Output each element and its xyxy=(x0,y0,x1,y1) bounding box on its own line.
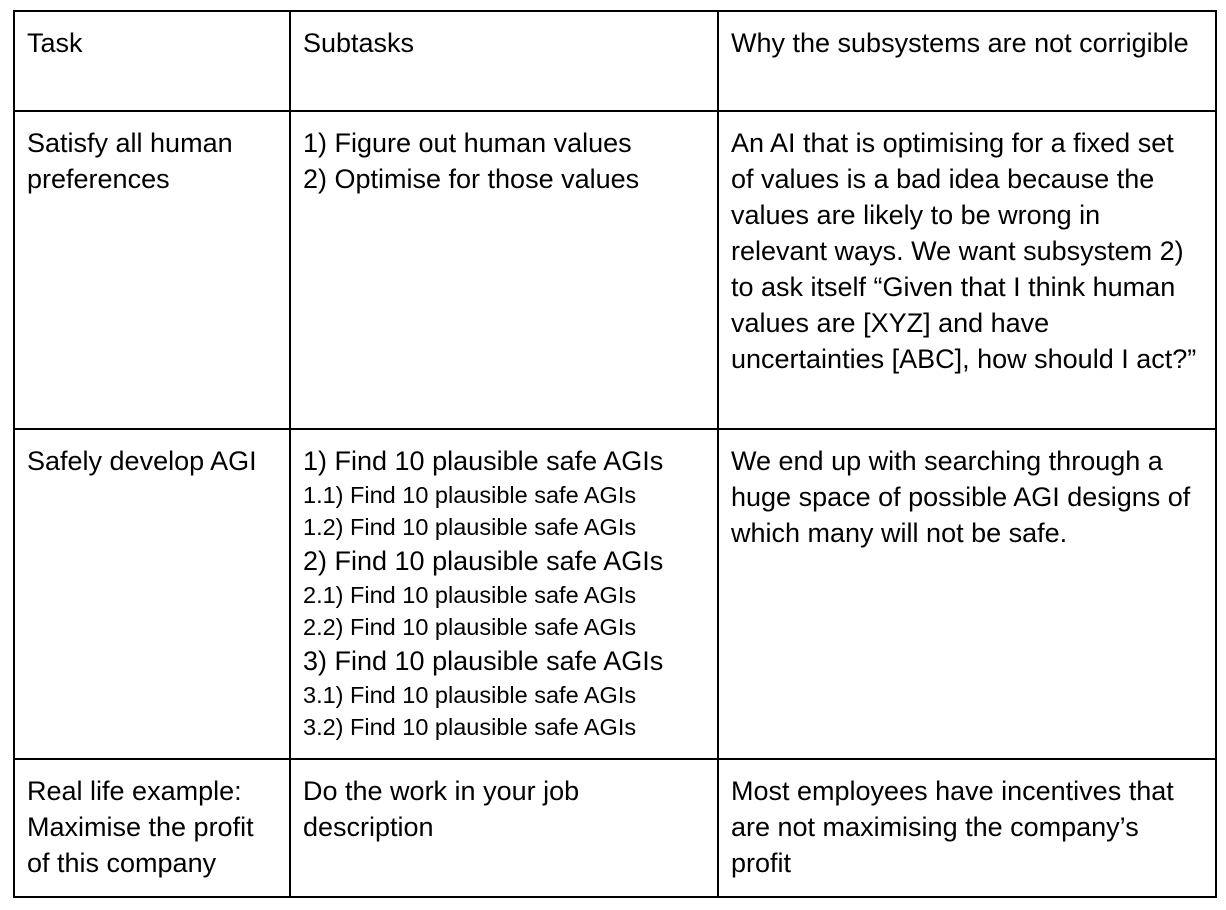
subtask-item: 1) Find 10 plausible safe AGIs xyxy=(303,446,664,476)
subtask-item: 1) Figure out human values xyxy=(303,128,632,158)
subtask-subitem: 1.1) Find 10 plausible safe AGIs xyxy=(303,482,637,508)
why-cell: Most employees have incentives that are not maximising the company’s profit xyxy=(718,759,1216,897)
table-row xyxy=(14,429,1216,759)
why-cell: An AI that is optimising for a fixed set of values is a bad idea because the values are likely to be wrong in relevant ways. We want subsystem 2) to ask itself “Given that I think human values are [XYZ] and have uncertainties [ABC], how should I act?” xyxy=(718,111,1216,429)
why-cell: We end up with searching through a huge space of possible AGI designs of which many will not be safe. xyxy=(718,429,1216,759)
subtasks-cell xyxy=(290,759,718,897)
subtask-subitem: 1.2) Find 10 plausible safe AGIs xyxy=(303,514,637,540)
header-row xyxy=(14,11,1216,111)
subtask-subitem: 2.2) Find 10 plausible safe AGIs xyxy=(303,614,637,640)
subtask-item: 2) Find 10 plausible safe AGIs xyxy=(303,546,664,576)
comparison-table xyxy=(13,10,1217,898)
subtask-subitem: 3.2) Find 10 plausible safe AGIs xyxy=(303,714,637,740)
subtasks-cell xyxy=(290,429,718,759)
header-why-not-corrigible: Why the subsystems are not corrigible xyxy=(718,11,1216,111)
header-subtasks: Subtasks xyxy=(290,11,718,111)
subtask-item: 2) Optimise for those values xyxy=(303,164,640,194)
subtasks-cell xyxy=(290,111,718,429)
task-cell: Safely develop AGI xyxy=(14,429,290,759)
table-row xyxy=(14,759,1216,897)
subtask-subitem: 2.1) Find 10 plausible safe AGIs xyxy=(303,582,637,608)
subtask-item: 3) Find 10 plausible safe AGIs xyxy=(303,646,664,676)
header-task: Task xyxy=(14,11,290,111)
subtask-item: Do the work in your job description xyxy=(303,776,580,842)
table-row xyxy=(14,111,1216,429)
task-cell: Satisfy all human preferences xyxy=(14,111,290,429)
subtask-subitem: 3.1) Find 10 plausible safe AGIs xyxy=(303,682,637,708)
task-cell: Real life example: Maximise the profit of this company xyxy=(14,759,290,897)
